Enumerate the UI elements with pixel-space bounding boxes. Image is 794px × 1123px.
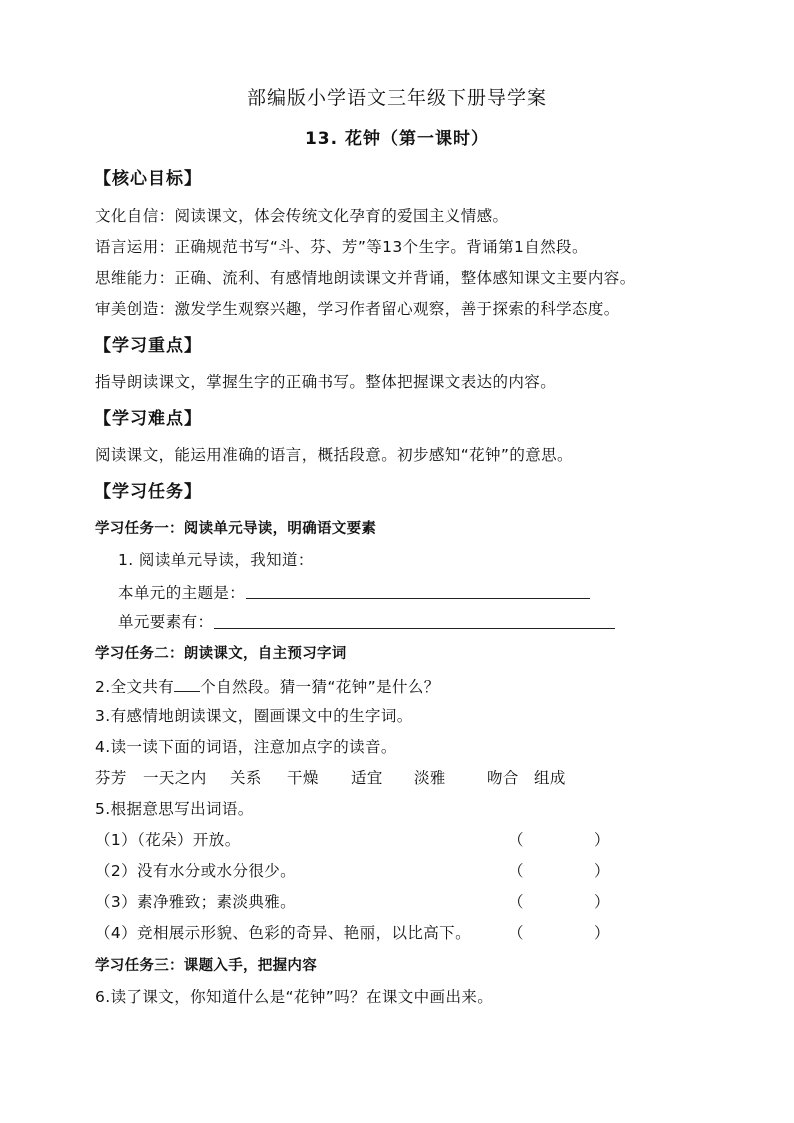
unit-element-label: 单元要素有： xyxy=(118,613,214,631)
core-goal-item: 文化自信：阅读课文，体会传统文化孕育的爱国主义情感。 xyxy=(95,207,509,225)
unit-theme-label: 本单元的主题是： xyxy=(118,584,246,602)
paragraph-count-blank xyxy=(174,675,200,692)
question-6: 6.读了课文，你知道什么是“花钟”吗？在课文中画出来。 xyxy=(95,988,494,1006)
vocab-word: 吻合 xyxy=(487,769,519,787)
answer-paren-close: ） xyxy=(594,862,610,880)
answer-paren-close: ） xyxy=(594,831,610,849)
task-one-title: 学习任务一：阅读单元导读，明确语文要素 xyxy=(95,521,377,537)
core-goal-item: 语言运用：正确规范书写“斗、芬、芳”等13个生字。背诵第1自然段。 xyxy=(95,238,588,256)
task-three-title: 学习任务三：课题入手，把握内容 xyxy=(95,958,317,974)
question-5: 5.根据意思写出词语。 xyxy=(95,800,254,818)
answer-paren-open: （ xyxy=(508,924,524,942)
definition-item: （4）竞相展示形貌、色彩的奇异、艳丽，以比高下。 xyxy=(95,924,471,942)
core-goal-item: 思维能力：正确、流利、有感情地朗读课文并背诵，整体感知课文主要内容。 xyxy=(95,269,636,287)
vocab-word: 淡雅 xyxy=(414,769,446,787)
definition-item: （3）素净雅致；素淡典雅。 xyxy=(95,893,297,911)
section-heading-core-goals: 【核心目标】 xyxy=(94,169,202,189)
vocab-word: 芬芳 xyxy=(95,769,127,787)
definition-item: （1）（花朵）开放。 xyxy=(95,831,241,849)
vocab-word: 干燥 xyxy=(287,769,319,787)
vocab-word: 一天之内 xyxy=(143,769,207,787)
question-2-part1: 2.全文共有 xyxy=(95,678,175,696)
key-points-text: 指导朗读课文，掌握生字的正确书写。整体把握课文表达的内容。 xyxy=(95,373,557,391)
answer-paren-close: ） xyxy=(594,893,610,911)
section-heading-tasks: 【学习任务】 xyxy=(94,482,202,502)
unit-element-answer-line xyxy=(214,628,615,629)
core-goal-item: 审美创造：激发学生观察兴趣，学习作者留心观察，善于探索的科学态度。 xyxy=(95,300,620,318)
lesson-subtitle: 13. 花钟（第一课时） xyxy=(304,129,490,149)
question-2-part2: 个自然段。猜一猜“花钟”是什么？ xyxy=(200,678,440,696)
question-3: 3.有感情地朗读课文，圈画课文中的生字词。 xyxy=(95,707,413,725)
vocab-word: 适宜 xyxy=(351,769,383,787)
question-2 xyxy=(95,675,440,697)
document-title: 部编版小学语文三年级下册导学案 xyxy=(246,87,547,109)
unit-theme-answer-line xyxy=(246,598,590,599)
question-1: 1. 阅读单元导读，我知道： xyxy=(118,551,314,569)
vocab-word: 组成 xyxy=(534,769,566,787)
task-two-title: 学习任务二：朗读课文，自主预习字词 xyxy=(95,646,347,662)
answer-paren-open: （ xyxy=(508,831,524,849)
vocab-word: 关系 xyxy=(230,769,262,787)
answer-paren-open: （ xyxy=(508,893,524,911)
section-heading-key-points: 【学习重点】 xyxy=(94,336,202,356)
answer-paren-close: ） xyxy=(594,924,610,942)
difficulties-text: 阅读课文，能运用准确的语言，概括段意。初步感知“花钟”的意思。 xyxy=(95,446,573,464)
definition-item: （2）没有水分或水分很少。 xyxy=(95,862,297,880)
question-4: 4.读一读下面的词语，注意加点字的读音。 xyxy=(95,738,397,756)
section-heading-difficulties: 【学习难点】 xyxy=(94,409,202,429)
answer-paren-open: （ xyxy=(508,862,524,880)
